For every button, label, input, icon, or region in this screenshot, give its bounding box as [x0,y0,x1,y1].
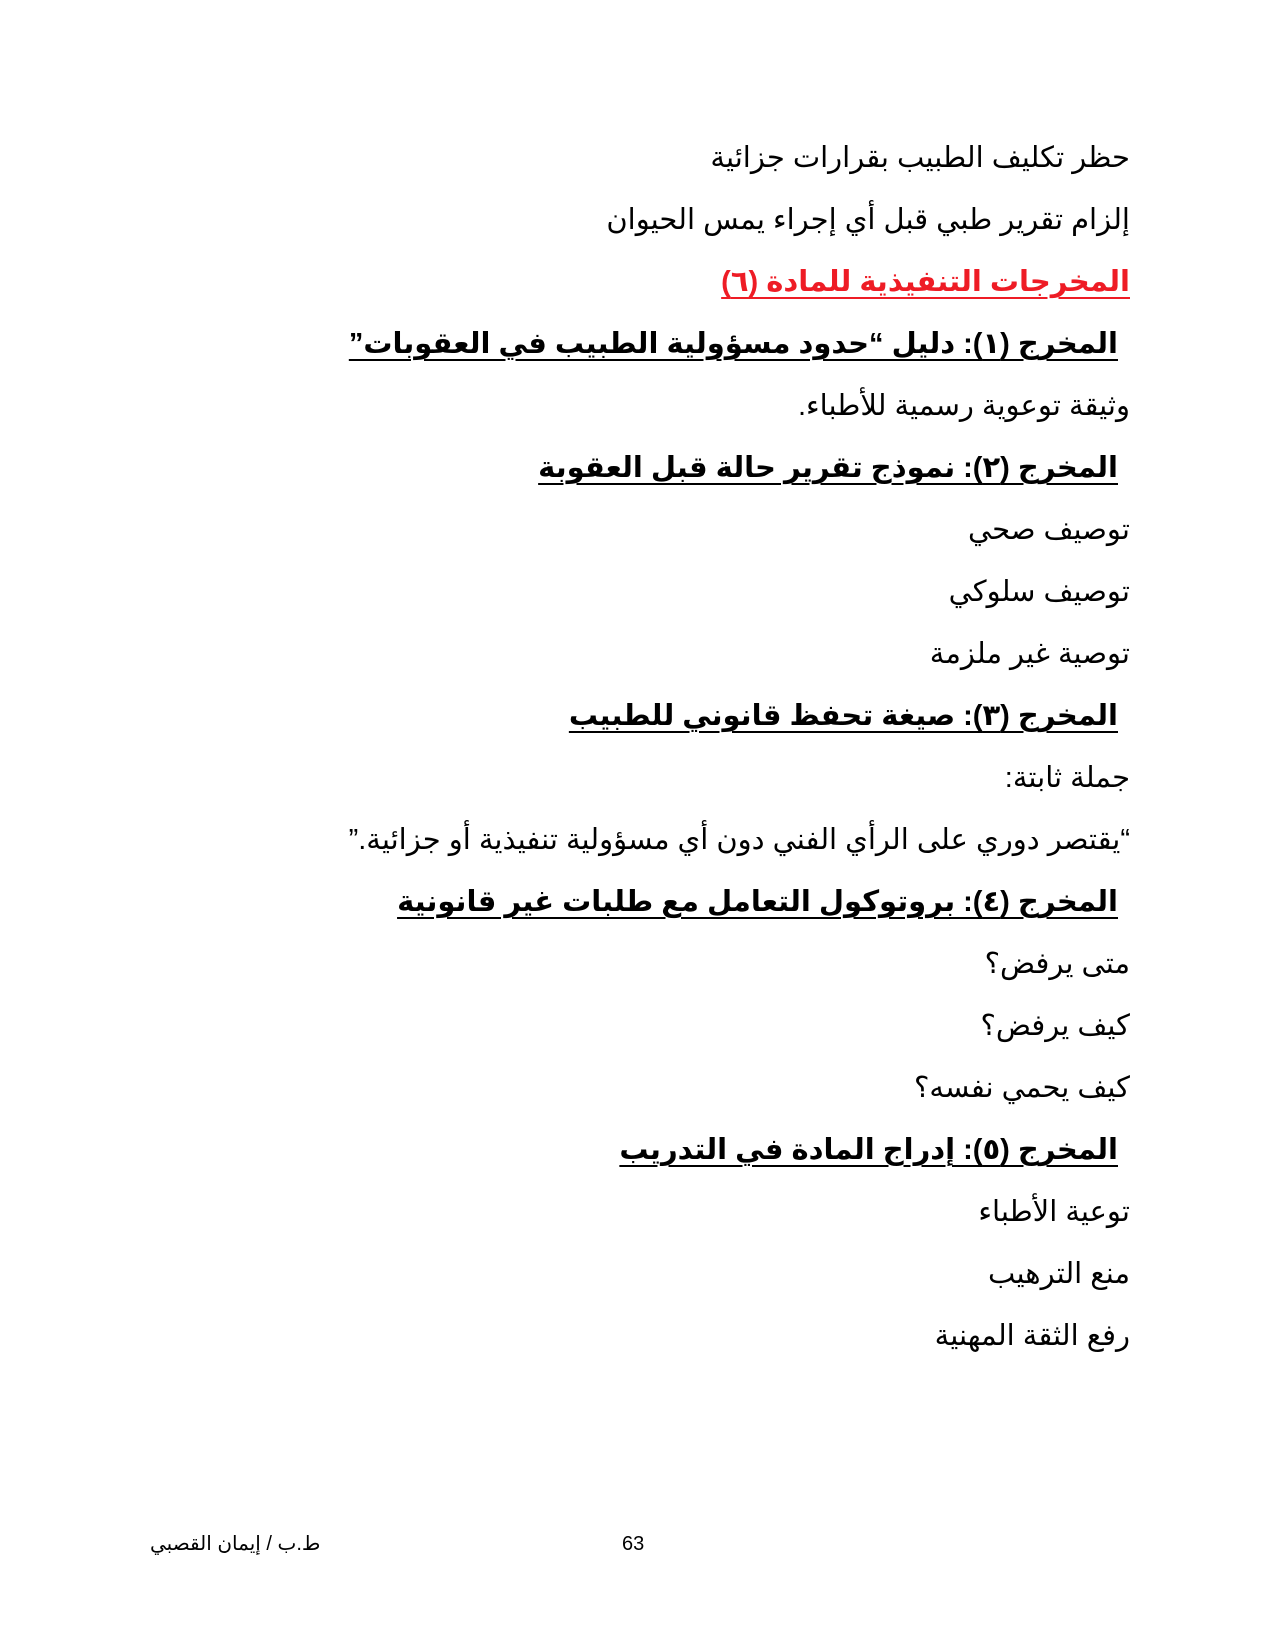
output-3-heading-text: المخرج (٣): صيغة تحفظ قانوني للطبيب [568,700,1118,732]
output-5-item-3: رفع الثقة المهنية [934,1320,1130,1352]
output-4-heading [230,884,1130,920]
output-4-item-2: كيف يرفض؟ [980,1010,1130,1042]
output-5-item-2: منع الترهيب [988,1258,1130,1290]
output-2-item-1: توصيف صحي [967,514,1130,546]
output-4-item-3: كيف يحمي نفسه؟ [914,1072,1130,1104]
output-1-item-1: وثيقة توعوية رسمية للأطباء. [797,390,1130,422]
output-1-heading-text: المخرج (١): دليل “حدود مسؤولية الطبيب في العقوبات” [348,328,1118,360]
output-2-heading-text: المخرج (٢): نموذج تقرير حالة قبل العقوبة [538,452,1118,484]
page-number: 63 [622,1533,645,1555]
body-line-2: إلزام تقرير طبي قبل أي إجراء يمس الحيوان [606,204,1130,236]
output-4-item-1: متى يرفض؟ [984,948,1130,980]
section-heading [230,264,1130,300]
output-3-quote: “يقتصر دوري على الرأي الفني دون أي مسؤولية تنفيذية أو جزائية.” [348,824,1130,856]
document-body [230,140,1130,1354]
output-2-heading [230,450,1130,486]
output-2-item-2: توصيف سلوكي [948,576,1130,608]
output-1-heading [230,326,1130,362]
output-2-item-3: توصية غير ملزمة [929,638,1130,670]
output-5-heading-text: المخرج (٥): إدراج المادة في التدريب [619,1134,1118,1166]
output-3-heading [230,698,1130,734]
section-heading-text: المخرجات التنفيذية للمادة (٦) [721,266,1130,298]
output-5-item-1: توعية الأطباء [978,1196,1130,1228]
footer-author: ط.ب / إيمان القصبي [150,1533,321,1555]
output-4-heading-text: المخرج (٤): بروتوكول التعامل مع طلبات غير قانونية [397,886,1118,918]
output-5-heading [230,1132,1130,1168]
body-line-1: حظر تكليف الطبيب بقرارات جزائية [710,142,1130,174]
output-3-item-1: جملة ثابتة: [1004,762,1130,794]
